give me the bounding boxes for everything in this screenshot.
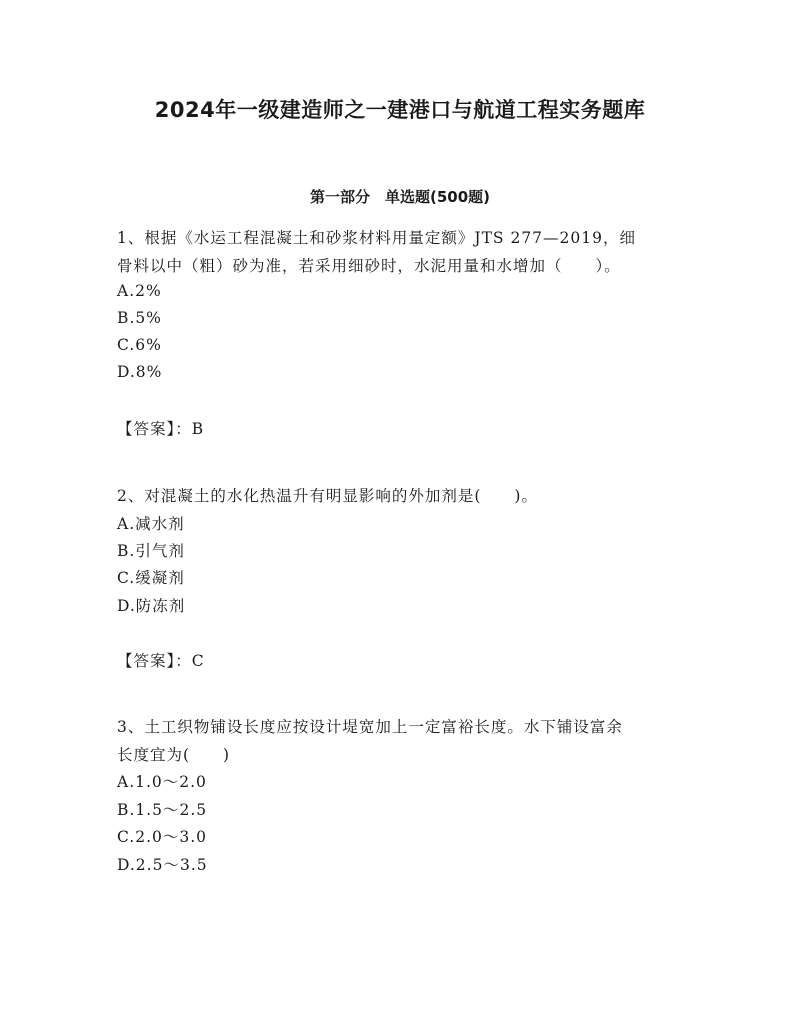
question-3-option-b: B.1.5～2.5	[117, 801, 208, 819]
question-3-option-c: C.2.0～3.0	[117, 828, 208, 846]
document-title: 2024年一级建造师之一建港口与航道工程实务题库	[154, 98, 646, 122]
question-2-option-a: A.减水剂	[117, 515, 185, 533]
question-2-line-1: 2、对混凝土的水化热温升有明显影响的外加剂是( )。	[117, 487, 538, 505]
question-1-line-1: 1、根据《水运工程混凝土和砂浆材料用量定额》JTS 277—2019，细	[117, 229, 636, 247]
question-1-option-d: D.8%	[117, 363, 163, 381]
question-1-line-2: 骨料以中（粗）砂为准，若采用细砂时，水泥用量和水增加（ ）。	[117, 257, 621, 275]
question-2-option-c: C.缓凝剂	[117, 569, 185, 587]
question-1-answer: 【答案】：B	[117, 420, 205, 438]
question-2-option-d: D.防冻剂	[117, 597, 186, 615]
question-3-line-1: 3、土工织物铺设长度应按设计堤宽加上一定富裕长度。水下铺设富余	[117, 718, 623, 736]
question-1-option-c: C.6%	[117, 336, 162, 354]
question-2-option-b: B.引气剂	[117, 542, 185, 560]
question-3-line-2: 长度宜为( )	[117, 746, 231, 764]
question-3-option-d: D.2.5～3.5	[117, 856, 208, 874]
question-3-option-a: A.1.0～2.0	[117, 773, 207, 791]
question-2-answer: 【答案】：C	[117, 652, 205, 670]
section-heading: 第一部分 单选题(500题)	[309, 188, 491, 206]
question-1-option-b: B.5%	[117, 309, 162, 327]
question-1-option-a: A.2%	[117, 282, 162, 300]
